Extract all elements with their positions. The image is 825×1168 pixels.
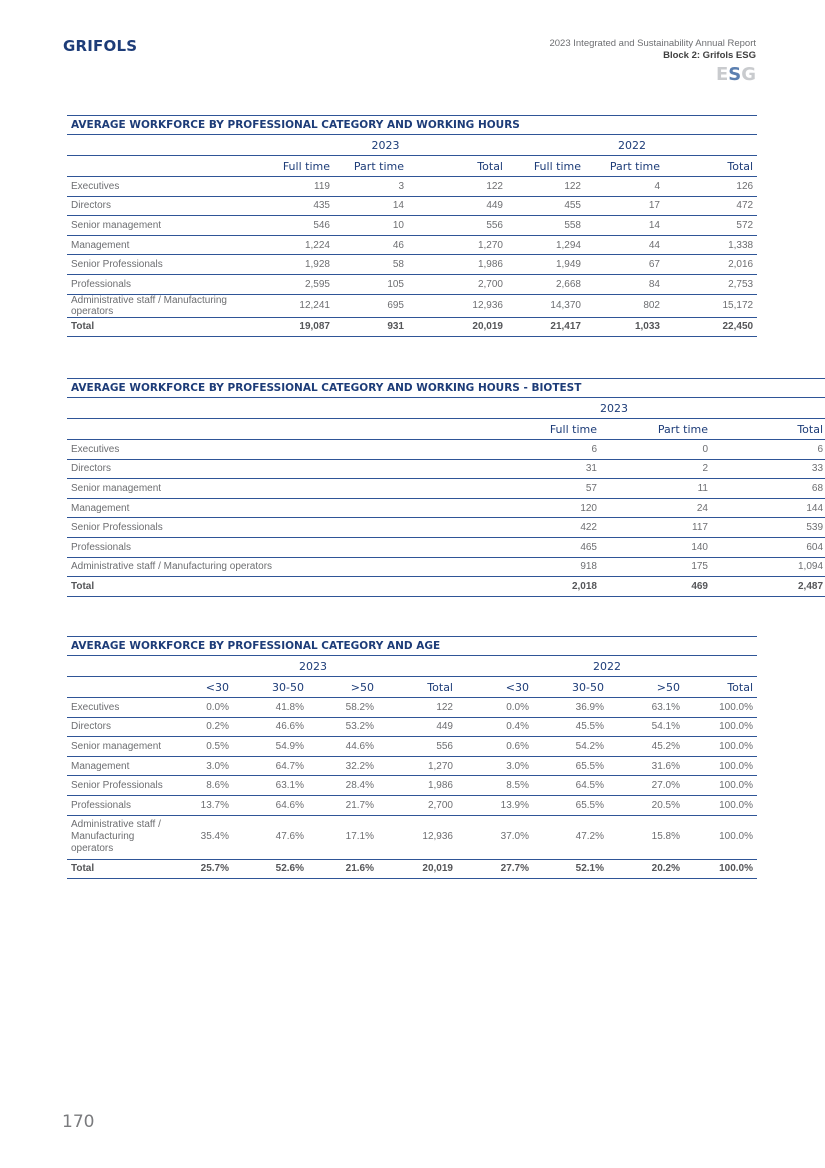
table-cell: 65.5% [533, 756, 608, 776]
column-header: >50 [608, 677, 684, 698]
column-header: Total [378, 677, 457, 698]
table-cell: 20,019 [408, 317, 507, 337]
table-cell: 1,338 [664, 235, 757, 255]
table-cell: 100.0% [684, 717, 757, 737]
row-label: Administrative staff / Manufacturing operators [67, 294, 264, 317]
table-cell: 54.2% [533, 737, 608, 757]
column-header: 30-50 [533, 677, 608, 698]
table-cell: 44.6% [308, 737, 378, 757]
esg-s: S [728, 64, 742, 85]
table1-year-2022: 2022 [507, 135, 757, 156]
table-cell: 35.4% [169, 815, 233, 859]
table-cell: 469 [601, 577, 712, 597]
row-label: Administrative staff / Manufacturing operators [67, 815, 169, 859]
table-cell: 931 [334, 317, 408, 337]
table-row [67, 177, 757, 197]
row-label: Administrative staff / Manufacturing operators [67, 557, 401, 577]
table-cell: 449 [378, 717, 457, 737]
column-header: Total [408, 156, 507, 177]
table-cell: 100.0% [684, 737, 757, 757]
table3-year-2022: 2022 [457, 656, 757, 677]
workforce-hours-table [67, 115, 757, 337]
row-label: Directors [67, 717, 169, 737]
row-label: Executives [67, 440, 401, 460]
table-cell: 435 [264, 196, 334, 216]
table-cell: 558 [507, 216, 585, 236]
table-cell: 1,294 [507, 235, 585, 255]
row-label: Senior management [67, 737, 169, 757]
table-cell: 53.2% [308, 717, 378, 737]
table-cell: 0.5% [169, 737, 233, 757]
table-cell: 27.0% [608, 776, 684, 796]
column-header: Full time [264, 156, 334, 177]
column-header: <30 [457, 677, 533, 698]
table-row [67, 577, 825, 597]
table-cell: 12,241 [264, 294, 334, 317]
table-cell: 105 [334, 274, 408, 294]
table-cell: 2 [601, 459, 712, 479]
table-cell: 37.0% [457, 815, 533, 859]
table-cell: 2,018 [401, 577, 601, 597]
table-cell: 695 [334, 294, 408, 317]
column-header: Part time [585, 156, 664, 177]
table-cell: 44 [585, 235, 664, 255]
table-cell: 58 [334, 255, 408, 275]
table-cell: 57 [401, 479, 601, 499]
row-label: Directors [67, 459, 401, 479]
table-cell: 32.2% [308, 756, 378, 776]
table-cell: 100.0% [684, 756, 757, 776]
table-cell: 21.6% [308, 859, 378, 879]
table-cell: 1,949 [507, 255, 585, 275]
table-cell: 20.2% [608, 859, 684, 879]
table-cell: 3 [334, 177, 408, 197]
table-cell: 572 [664, 216, 757, 236]
table-cell: 2,700 [408, 274, 507, 294]
row-label: Senior Professionals [67, 255, 264, 275]
table-cell: 2,753 [664, 274, 757, 294]
table-cell: 41.8% [233, 698, 308, 718]
table-cell: 117 [601, 518, 712, 538]
table-cell: 0.2% [169, 717, 233, 737]
table-cell: 31 [401, 459, 601, 479]
column-header: Total [712, 419, 825, 440]
table-cell: 12,936 [408, 294, 507, 317]
table-cell: 28.4% [308, 776, 378, 796]
column-header: 30-50 [233, 677, 308, 698]
row-label: Senior management [67, 479, 401, 499]
table-cell: 2,595 [264, 274, 334, 294]
table-cell: 1,033 [585, 317, 664, 337]
row-label: Total [67, 317, 264, 337]
table-cell: 17 [585, 196, 664, 216]
page-number: 170 [62, 1112, 95, 1132]
row-label: Total [67, 859, 169, 879]
table-cell: 2,487 [712, 577, 825, 597]
table-row [67, 498, 825, 518]
table-cell: 11 [601, 479, 712, 499]
table-row [67, 776, 757, 796]
table-cell: 472 [664, 196, 757, 216]
column-header: Total [684, 677, 757, 698]
table-cell: 20,019 [378, 859, 457, 879]
table-cell: 802 [585, 294, 664, 317]
table-cell: 45.2% [608, 737, 684, 757]
table-cell: 14 [334, 196, 408, 216]
table-row [67, 440, 825, 460]
table-row [67, 537, 825, 557]
table-row [67, 698, 757, 718]
table-cell: 15,172 [664, 294, 757, 317]
table-cell: 46.6% [233, 717, 308, 737]
table-cell: 67 [585, 255, 664, 275]
table-cell: 22,450 [664, 317, 757, 337]
grifols-logo: GRIFOLS [63, 37, 138, 55]
table-row [67, 795, 757, 815]
table-cell: 14,370 [507, 294, 585, 317]
row-label: Professionals [67, 274, 264, 294]
table-row [67, 756, 757, 776]
table-cell: 4 [585, 177, 664, 197]
table-cell: 14 [585, 216, 664, 236]
table-cell: 144 [712, 498, 825, 518]
table-cell: 47.2% [533, 815, 608, 859]
table-cell: 539 [712, 518, 825, 538]
table-cell: 126 [664, 177, 757, 197]
table-cell: 54.9% [233, 737, 308, 757]
table-cell: 100.0% [684, 815, 757, 859]
table-row [67, 216, 757, 236]
row-label: Senior management [67, 216, 264, 236]
column-header: Part time [601, 419, 712, 440]
table-cell: 58.2% [308, 698, 378, 718]
biotest-hours-table [67, 378, 825, 597]
table-cell: 3.0% [457, 756, 533, 776]
table-cell: 15.8% [608, 815, 684, 859]
table-cell: 119 [264, 177, 334, 197]
table-cell: 68 [712, 479, 825, 499]
table-row [67, 274, 757, 294]
table-cell: 52.1% [533, 859, 608, 879]
table-cell: 46 [334, 235, 408, 255]
table-cell: 25.7% [169, 859, 233, 879]
table-cell: 64.5% [533, 776, 608, 796]
column-header: Part time [334, 156, 408, 177]
table-row [67, 479, 825, 499]
table-row [67, 317, 757, 337]
table-cell: 13.9% [457, 795, 533, 815]
table-cell: 64.6% [233, 795, 308, 815]
row-label: Senior Professionals [67, 518, 401, 538]
table-cell: 2,016 [664, 255, 757, 275]
row-label: Professionals [67, 537, 401, 557]
table-cell: 63.1% [233, 776, 308, 796]
table-row [67, 518, 825, 538]
table-cell: 100.0% [684, 859, 757, 879]
table-cell: 33 [712, 459, 825, 479]
table-cell: 122 [408, 177, 507, 197]
row-label: Management [67, 756, 169, 776]
table-cell: 1,928 [264, 255, 334, 275]
table-cell: 0.6% [457, 737, 533, 757]
table-cell: 918 [401, 557, 601, 577]
table-cell: 449 [408, 196, 507, 216]
workforce-age-table [67, 636, 757, 879]
row-label: Executives [67, 177, 264, 197]
table-cell: 604 [712, 537, 825, 557]
table-cell: 100.0% [684, 776, 757, 796]
table-cell: 6 [401, 440, 601, 460]
table1-year-2023: 2023 [264, 135, 507, 156]
row-label: Management [67, 235, 264, 255]
row-label: Professionals [67, 795, 169, 815]
table-cell: 2,668 [507, 274, 585, 294]
table-cell: 8.5% [457, 776, 533, 796]
table-cell: 17.1% [308, 815, 378, 859]
table2-year-2023: 2023 [401, 398, 825, 419]
row-label: Directors [67, 196, 264, 216]
table-cell: 36.9% [533, 698, 608, 718]
table-cell: 65.5% [533, 795, 608, 815]
table-cell: 24 [601, 498, 712, 518]
report-title: 2023 Integrated and Sustainability Annual Report [549, 38, 756, 49]
table-cell: 1,270 [408, 235, 507, 255]
table-cell: 100.0% [684, 698, 757, 718]
table-cell: 3.0% [169, 756, 233, 776]
table-cell: 27.7% [457, 859, 533, 879]
table-cell: 19,087 [264, 317, 334, 337]
table-row [67, 737, 757, 757]
esg-g: G [741, 64, 756, 85]
table-cell: 10 [334, 216, 408, 236]
table-cell: 556 [378, 737, 457, 757]
column-header: Full time [507, 156, 585, 177]
table-cell: 52.6% [233, 859, 308, 879]
table-cell: 0 [601, 440, 712, 460]
table-cell: 546 [264, 216, 334, 236]
table-row [67, 294, 757, 317]
table-cell: 1,224 [264, 235, 334, 255]
table-cell: 100.0% [684, 795, 757, 815]
table-row [67, 717, 757, 737]
table-cell: 0.4% [457, 717, 533, 737]
esg-mark [549, 64, 756, 86]
table-cell: 122 [378, 698, 457, 718]
table-cell: 122 [507, 177, 585, 197]
table-row [67, 459, 825, 479]
table-cell: 54.1% [608, 717, 684, 737]
table-cell: 84 [585, 274, 664, 294]
table-cell: 175 [601, 557, 712, 577]
table-cell: 13.7% [169, 795, 233, 815]
row-label: Total [67, 577, 401, 597]
table-cell: 21,417 [507, 317, 585, 337]
table-cell: 31.6% [608, 756, 684, 776]
column-header: >50 [308, 677, 378, 698]
table-cell: 120 [401, 498, 601, 518]
column-header: Full time [401, 419, 601, 440]
esg-e: E [715, 64, 729, 85]
table-cell: 465 [401, 537, 601, 557]
table-cell: 63.1% [608, 698, 684, 718]
table-cell: 45.5% [533, 717, 608, 737]
table-cell: 21.7% [308, 795, 378, 815]
table-row [67, 859, 757, 879]
table-cell: 0.0% [169, 698, 233, 718]
table-row [67, 815, 757, 859]
block-title: Block 2: Grifols ESG [663, 50, 756, 61]
table-row [67, 255, 757, 275]
table-cell: 1,986 [408, 255, 507, 275]
table-cell: 47.6% [233, 815, 308, 859]
report-header [549, 38, 756, 86]
table1-title: AVERAGE WORKFORCE BY PROFESSIONAL CATEGORY AND WORKING HOURS [67, 116, 757, 135]
table-cell: 2,700 [378, 795, 457, 815]
table-cell: 1,270 [378, 756, 457, 776]
table-cell: 6 [712, 440, 825, 460]
table-row [67, 196, 757, 216]
table-cell: 422 [401, 518, 601, 538]
column-header: <30 [169, 677, 233, 698]
table-row [67, 557, 825, 577]
table-cell: 140 [601, 537, 712, 557]
table-cell: 64.7% [233, 756, 308, 776]
table-cell: 455 [507, 196, 585, 216]
table-cell: 1,986 [378, 776, 457, 796]
table-cell: 12,936 [378, 815, 457, 859]
column-header: Total [664, 156, 757, 177]
table3-title: AVERAGE WORKFORCE BY PROFESSIONAL CATEGORY AND AGE [67, 637, 757, 656]
row-label: Executives [67, 698, 169, 718]
table-row [67, 235, 757, 255]
table-cell: 1,094 [712, 557, 825, 577]
table2-title: AVERAGE WORKFORCE BY PROFESSIONAL CATEGORY AND WORKING HOURS - BIOTEST [67, 379, 825, 398]
row-label: Senior Professionals [67, 776, 169, 796]
table-cell: 8.6% [169, 776, 233, 796]
row-label: Management [67, 498, 401, 518]
table-cell: 20.5% [608, 795, 684, 815]
table-cell: 0.0% [457, 698, 533, 718]
table3-year-2023: 2023 [169, 656, 457, 677]
table-cell: 556 [408, 216, 507, 236]
